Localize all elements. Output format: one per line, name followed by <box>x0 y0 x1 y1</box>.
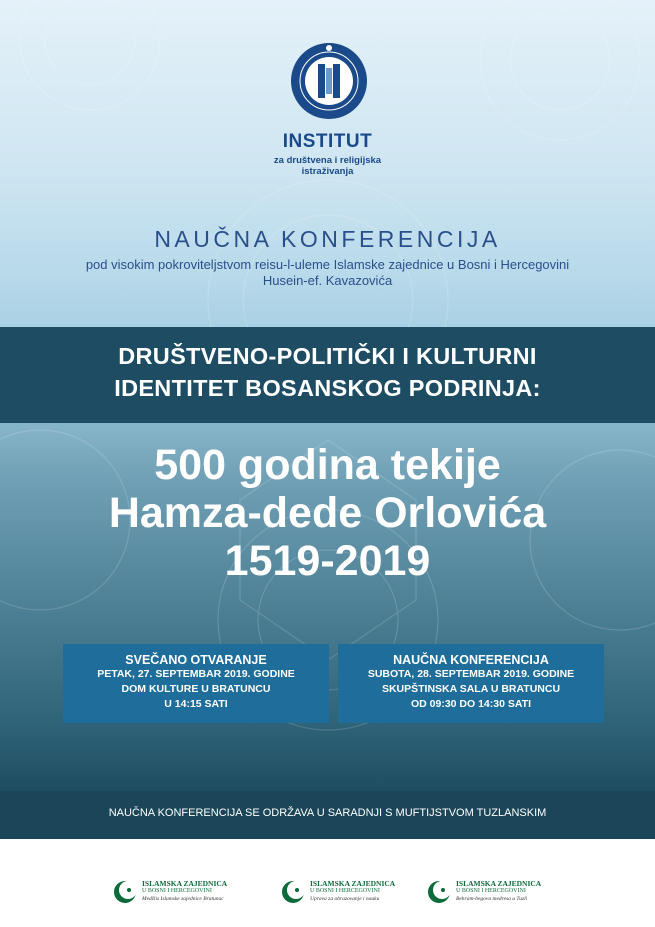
patronage-line2: Husein-ef. Kavazovića <box>262 273 393 288</box>
sponsor-unit: Uprava za obrazovanje i nauku <box>310 896 380 902</box>
institute-name: INSTITUT <box>282 131 373 152</box>
patronage-text <box>0 257 655 289</box>
event-time: OD 09:30 DO 14:30 SATI <box>410 698 532 710</box>
sponsor-country: U BOSNI I HERCEGOVINI <box>142 888 212 894</box>
event-venue: DOM KULTURE U BRATUNCU <box>121 683 271 695</box>
patronage-line1: pod visokim pokroviteljstvom reisu-l-uleme Islamske zajednice u Bosni i Hercegovini <box>85 257 570 272</box>
sponsor-country: U BOSNI I HERCEGOVINI <box>310 888 380 894</box>
sponsor-name: ISLAMSKA ZAJEDNICA <box>456 879 542 888</box>
event-title: SVEČANO OTVARANJE <box>125 653 267 667</box>
sponsor-unit: Medžlis Islamske zajednice Bratunac <box>142 896 224 902</box>
sponsor-name: ISLAMSKA ZAJEDNICA <box>142 879 228 888</box>
event-date: SUBOTA, 28. SEPTEMBAR 2019. GODINE <box>367 668 575 680</box>
event-time: U 14:15 SATI <box>164 698 228 710</box>
institute-subtitle-line1: za društvena i religijska <box>273 155 382 166</box>
event-box-opening <box>63 644 329 723</box>
main-title-line1: 500 godina tekije <box>154 441 501 489</box>
event-date: PETAK, 27. SEPTEMBAR 2019. GODINE <box>97 668 295 680</box>
institute-seal-icon <box>290 42 368 120</box>
crescent-star-icon <box>112 879 138 905</box>
main-title-line3: 1519-2019 <box>224 537 431 585</box>
topic-line2: IDENTITET BOSANSKOG PODRINJA: <box>114 375 541 401</box>
crescent-star-icon <box>426 879 452 905</box>
main-title-line2: Hamza-dede Orlovića <box>108 489 547 537</box>
event-title: NAUČNA KONFERENCIJA <box>393 653 549 667</box>
institute-subtitle-line2: istraživanja <box>301 166 354 177</box>
sponsor-unit: Behram-begova medresa u Tuzli <box>456 896 528 902</box>
event-venue: SKUPŠTINSKA SALA U BRATUNCU <box>381 683 561 695</box>
sponsor-name: ISLAMSKA ZAJEDNICA <box>310 879 396 888</box>
event-box-conference <box>338 644 604 723</box>
crescent-star-icon <box>280 879 306 905</box>
sponsor-country: U BOSNI I HERCEGOVINI <box>456 888 526 894</box>
topic-line1: DRUŠTVENO-POLITIČKI I KULTURNI <box>118 343 537 369</box>
conference-title: NAUČNA KONFERENCIJA <box>154 226 501 252</box>
footer-text: NAUČNA KONFERENCIJA SE ODRŽAVA U SARADNJI S MUFTIJSTVOM TUZLANSKIM <box>108 807 547 819</box>
